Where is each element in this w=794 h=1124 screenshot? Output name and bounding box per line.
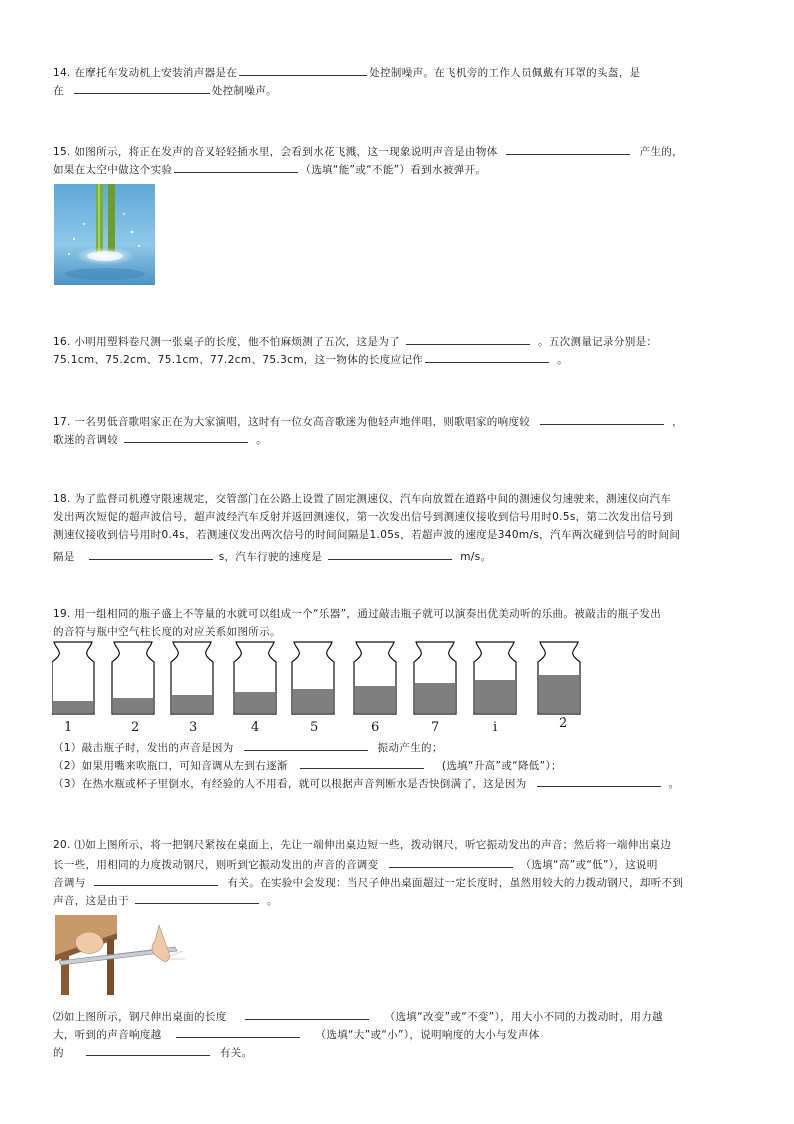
q20-text-e: 声音，这是由于 bbox=[53, 895, 129, 907]
q20-blank-2[interactable] bbox=[94, 874, 218, 886]
bottle-8 bbox=[474, 642, 516, 714]
bottle-water-9 bbox=[539, 675, 579, 713]
q19-line1: 19. 用一组相同的瓶子盛上不等量的水就可以组成一个“乐器”，通过敲击瓶子就可以演奏出优美动听的乐曲。被敲击的瓶子发出 bbox=[53, 608, 662, 620]
bottle-3 bbox=[171, 642, 213, 714]
q16-blank-1[interactable] bbox=[406, 333, 530, 345]
q15-line2 bbox=[53, 161, 486, 177]
q19-blank-2[interactable] bbox=[300, 757, 424, 769]
q20-line4 bbox=[53, 892, 278, 908]
q20-text-a: 长一些，用相同的力度拨动钢尺，则听到它振动发出的声音的音调变 bbox=[53, 859, 379, 871]
q18-blank-1[interactable] bbox=[89, 548, 213, 560]
q17-line2 bbox=[53, 431, 267, 447]
q18-line1: 18. 为了监督司机遵守限速规定，交管部门在公路上设置了固定测速仪，汽车向放置在道路中间的测速仪匀速驶来，测速仪向汽车 bbox=[53, 493, 672, 505]
q20-text-c: 音调与 bbox=[53, 877, 86, 889]
q14-text-d: 处控制噪声。 bbox=[211, 85, 277, 97]
q16-text-b: 。五次测量记录分别是： bbox=[537, 336, 658, 348]
q18-text-a: 隔是 bbox=[53, 551, 75, 563]
bottle-water-4 bbox=[235, 692, 275, 713]
ruler-on-table-image bbox=[55, 915, 205, 995]
q16-line2 bbox=[53, 351, 568, 367]
q19-blank-3[interactable] bbox=[537, 775, 661, 787]
bottle-label-9: 2̇ bbox=[559, 716, 568, 731]
bottle-2 bbox=[112, 642, 154, 714]
bottle-9 bbox=[538, 642, 580, 714]
q19-sub2 bbox=[53, 757, 562, 773]
q17-text-a: 17. 一名男低音歌唱家正在为大家演唱，这时有一位女高音歌迷为他轻声地伴唱，则歌唱家的响度较 bbox=[53, 416, 531, 428]
q17-blank-1[interactable] bbox=[540, 413, 664, 425]
bottle-label-8: i bbox=[493, 720, 498, 735]
q18-line2: 发出两次短促的超声波信号，超声波经汽车反射并返回测速仪，第一次发出信号到测速仪接收到信号用时0.5s，第二次发出信号到 bbox=[53, 511, 674, 523]
q20-blank-4[interactable] bbox=[245, 1008, 369, 1020]
q19-sub2-text-b: (选填“升高”或“降低”）； bbox=[441, 760, 562, 772]
q16-line1 bbox=[53, 333, 657, 349]
bottle-row bbox=[52, 640, 592, 735]
q18-line3: 测速仪接收到信号用时0.4s，若测速仪发出两次信号的时间间隔是1.05s，若超声波的速度是340m/s，汽车两次碰到信号的时间间 bbox=[53, 529, 681, 541]
q14-blank-2[interactable] bbox=[74, 82, 210, 94]
q19-sub1 bbox=[53, 739, 443, 755]
bottle-water-2 bbox=[113, 698, 153, 713]
q14-line1 bbox=[53, 64, 640, 80]
q20-sub2-line3 bbox=[53, 1044, 252, 1060]
q20-sub2-text-f: 有关。 bbox=[219, 1047, 253, 1059]
bottle-4 bbox=[234, 642, 276, 714]
bottle-water-7 bbox=[415, 683, 455, 713]
q15-text-a: 15. 如图所示，将正在发声的音叉轻轻插水里，会看到水花飞溅，这一现象说明声音是由物体 bbox=[53, 146, 498, 158]
q19-blank-1[interactable] bbox=[244, 739, 368, 751]
q16-text-d: 。 bbox=[557, 354, 569, 366]
bottle-label-4: 4 bbox=[251, 720, 260, 735]
q20-sub2-text-b: （选填“改变”或“不变”），用大小不同的力拨动时，用力越 bbox=[384, 1011, 663, 1023]
bottle-water-6 bbox=[355, 686, 395, 713]
q14-blank-1[interactable] bbox=[239, 64, 367, 76]
bottle-label-2: 2 bbox=[131, 720, 140, 735]
q20-text-d: 有关。在实验中会发现：当尺子伸出桌面超过一定长度时，虽然用较大的力拨动钢尺，却听不到 bbox=[227, 877, 684, 889]
q20-blank-5[interactable] bbox=[176, 1026, 300, 1038]
bottle-label-6: 6 bbox=[371, 720, 380, 735]
bottle-5 bbox=[292, 642, 334, 714]
bottle-6 bbox=[354, 642, 396, 714]
q17-text-d: 。 bbox=[256, 434, 267, 446]
q19-sub3-text-a: （3）在热水瓶或杯子里倒水，有经验的人不用看，就可以根据声音判断水是否快倒满了，这是因为 bbox=[53, 778, 527, 790]
q19-sub1-text-a: （1）敲击瓶子时，发出的声音是因为 bbox=[53, 742, 234, 754]
q15-blank-2[interactable] bbox=[174, 161, 298, 173]
q20-sub2-text-d: （选填“大”或“小”），说明响度的大小与发声体 bbox=[315, 1029, 540, 1041]
q14-line2 bbox=[53, 82, 277, 98]
q18-blank-2[interactable] bbox=[328, 548, 452, 560]
q15-text-b: 产生的， bbox=[639, 146, 683, 158]
q20-sub2-line1 bbox=[53, 1008, 663, 1024]
q20-line3 bbox=[53, 874, 683, 890]
tuning-fork-water-image bbox=[54, 184, 155, 285]
q14-text-c: 在 bbox=[53, 85, 64, 97]
bottle-label-7: 7 bbox=[431, 720, 440, 735]
q20-blank-6[interactable] bbox=[86, 1044, 210, 1056]
q18-text-c: m/s。 bbox=[460, 551, 492, 563]
q20-line1: 20. ⑴如上图所示，将一把钢尺紧按在桌面上，先让一端伸出桌边短一些，拨动钢尺，听它振动发出的声音；然后将一端伸出桌边 bbox=[53, 839, 672, 851]
q19-sub3-text-b: 。 bbox=[668, 778, 680, 790]
bottles-figure bbox=[52, 640, 592, 720]
q19-sub2-text-a: （2）如果用嘴来吹瓶口，可知音调从左到右逐渐 bbox=[53, 760, 288, 772]
bottle-water-3 bbox=[172, 695, 212, 713]
q17-blank-2[interactable] bbox=[124, 431, 248, 443]
q20-sub2-text-a: ⑵如上图所示，钢尺伸出桌面的长度 bbox=[53, 1011, 227, 1023]
q19-sub1-text-b: 振动产生的； bbox=[377, 742, 443, 754]
bottle-water-5 bbox=[293, 689, 333, 713]
bottle-1 bbox=[52, 642, 94, 714]
q16-blank-2[interactable] bbox=[425, 351, 549, 363]
bottle-7 bbox=[414, 642, 456, 714]
q18-line4 bbox=[53, 548, 491, 564]
q15-text-d: （选填“能”或“不能”）看到水被弹开。 bbox=[300, 164, 487, 176]
bottle-water-8 bbox=[475, 680, 515, 713]
bottle-water-1 bbox=[53, 701, 93, 713]
q20-sub2-text-c: 大，听到的声音响度越 bbox=[53, 1029, 162, 1041]
q17-line1 bbox=[53, 413, 683, 429]
bottle-label-3: 3 bbox=[189, 720, 198, 735]
q19-sub3 bbox=[53, 775, 679, 791]
q20-text-f: 。 bbox=[266, 895, 278, 907]
q15-text-c: 如果在太空中做这个实验 bbox=[53, 164, 173, 176]
q18-text-b: s，汽车行驶的速度是 bbox=[218, 551, 323, 563]
q15-line1 bbox=[53, 143, 683, 159]
q16-text-a: 16. 小明用塑料卷尺测一张桌子的长度，他不怕麻烦测了五次，这是为了 bbox=[53, 336, 400, 348]
q20-line2 bbox=[53, 856, 658, 872]
q19-line2: 的音符与瓶中空气柱长度的对应关系如图所示。 bbox=[53, 626, 281, 638]
q20-blank-3[interactable] bbox=[135, 892, 259, 904]
q20-sub2-line2 bbox=[53, 1026, 540, 1042]
q20-blank-1[interactable] bbox=[389, 856, 513, 868]
q14-text-a: 14. 在摩托车发动机上安装消声器是在 bbox=[53, 67, 238, 79]
q14-text-b: 处控制噪声。在飞机旁的工作人员佩戴有耳罩的头盔，是 bbox=[369, 67, 641, 79]
bottle-label-5: 5 bbox=[310, 720, 319, 735]
q17-text-b: ， bbox=[672, 416, 683, 428]
q20-text-b: （选填“高”或“低”），这说明 bbox=[520, 859, 658, 871]
q17-text-c: 歌迷的音调较 bbox=[53, 434, 119, 446]
q15-blank-1[interactable] bbox=[506, 143, 630, 155]
bottle-label-1: 1 bbox=[64, 720, 73, 735]
q16-text-c: 75.1cm、75.2cm、75.1cm、77.2cm、75.3cm，这一物体的长度应记作 bbox=[53, 354, 424, 366]
q20-sub2-text-e: 的 bbox=[53, 1047, 64, 1059]
